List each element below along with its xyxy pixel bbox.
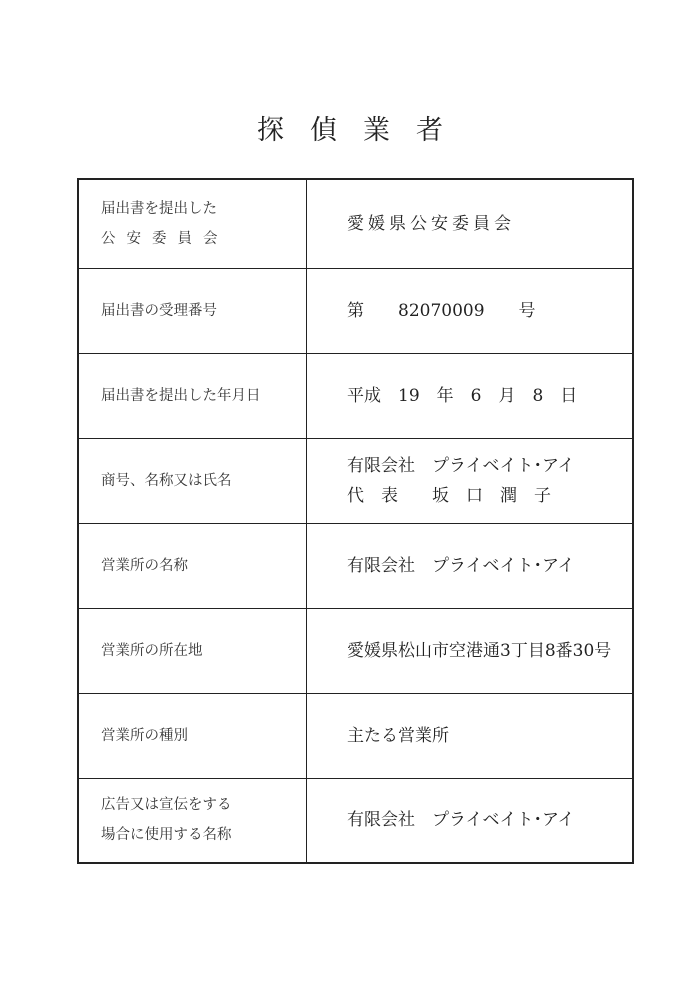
label-line: 広告又は宣伝をする <box>101 797 232 814</box>
value-line: 代 表 坂 口 潤 子 <box>347 485 551 506</box>
value-line: 第 82070009 号 <box>347 300 536 321</box>
table-row-office-type <box>78 693 633 778</box>
value-line: 平成 19 年 6 月 8 日 <box>347 385 578 406</box>
row-label <box>78 778 307 863</box>
row-label <box>78 268 307 353</box>
label-line: 届出書を提出した <box>101 200 217 217</box>
row-value <box>307 778 634 863</box>
label-line: 営業所の所在地 <box>101 642 203 659</box>
value-line: 主たる営業所 <box>347 725 449 746</box>
row-value <box>307 693 634 778</box>
row-label <box>78 523 307 608</box>
row-value <box>307 438 634 523</box>
registration-table <box>77 178 634 864</box>
value-line: 有限会社 プライベイト･アイ <box>347 455 575 476</box>
label-line: 営業所の名称 <box>101 557 188 574</box>
row-value <box>307 523 634 608</box>
row-label <box>78 353 307 438</box>
document-title: 探偵業者 <box>257 115 469 146</box>
label-line: 商号、名称又は氏名 <box>101 472 232 489</box>
row-label <box>78 438 307 523</box>
row-value <box>307 608 634 693</box>
value-line: 有限会社 プライベイト･アイ <box>347 810 575 831</box>
table-row-trade-name <box>78 438 633 523</box>
label-line: 届出書を提出した年月日 <box>101 387 261 404</box>
table-row-office-name <box>78 523 633 608</box>
row-label <box>78 179 307 268</box>
table-row-receipt-number <box>78 268 633 353</box>
label-line: 営業所の種別 <box>101 727 188 744</box>
row-value <box>307 268 634 353</box>
row-value <box>307 179 634 268</box>
label-line: 公安委員会 <box>101 230 229 247</box>
table-row-public-safety-commission <box>78 179 633 268</box>
table-row-advertising-name <box>78 778 633 863</box>
row-label <box>78 608 307 693</box>
table-row-office-address <box>78 608 633 693</box>
value-line: 愛媛県公安委員会 <box>347 213 515 234</box>
label-line: 届出書の受理番号 <box>101 302 217 319</box>
row-value <box>307 353 634 438</box>
value-line: 愛媛県松山市空港通3丁目8番30号 <box>347 640 612 661</box>
table-row-submission-date <box>78 353 633 438</box>
row-label <box>78 693 307 778</box>
value-line: 有限会社 プライベイト･アイ <box>347 555 575 576</box>
label-line: 場合に使用する名称 <box>101 827 232 844</box>
